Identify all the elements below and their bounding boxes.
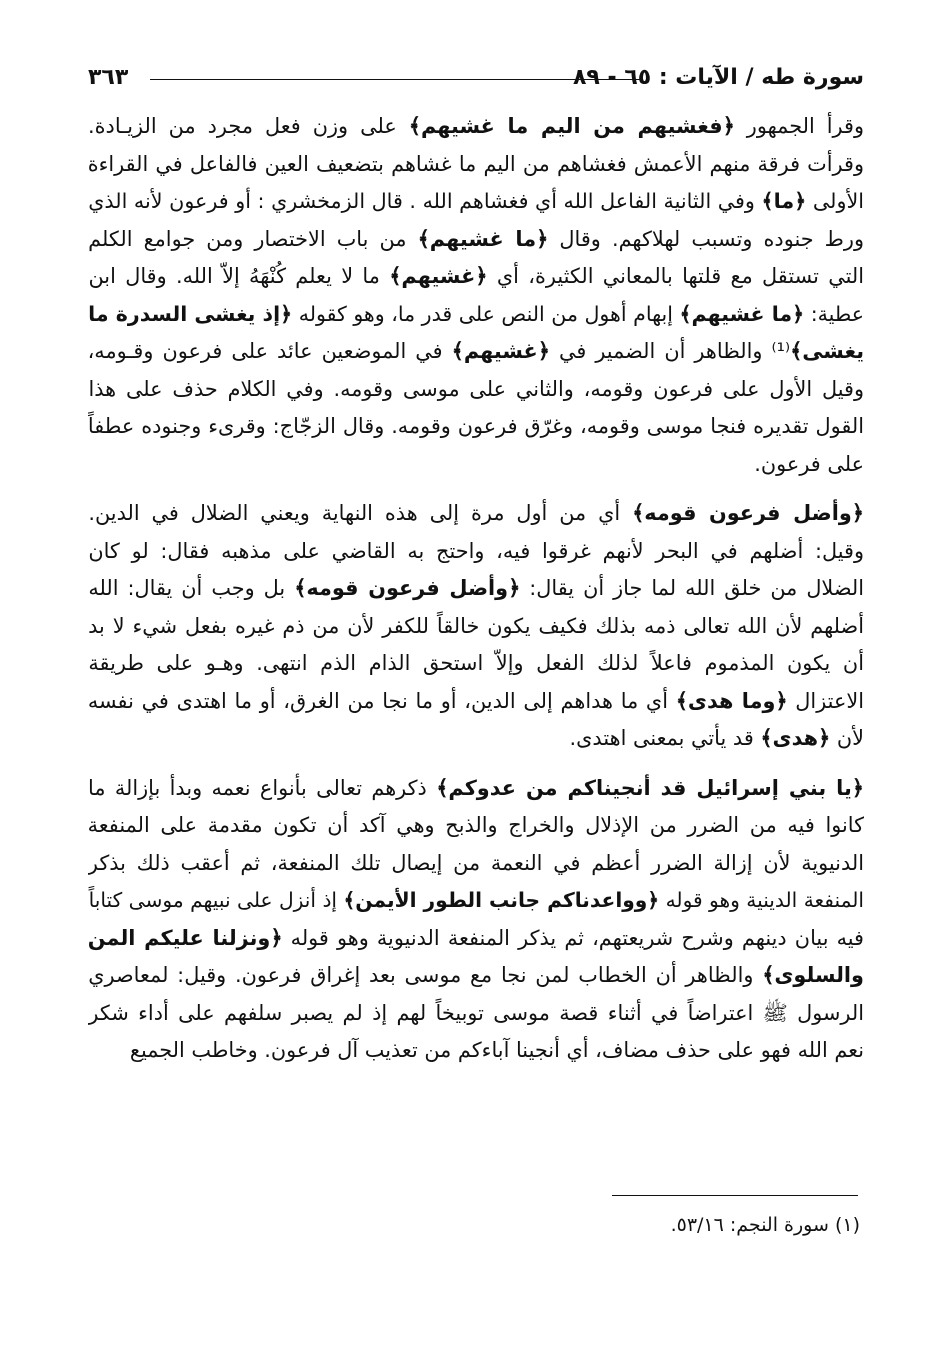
text-run: القول تقديره فنجا موسى وقومه، وغرّق فرعون وقومه. وقال الزجّاج: وقرىء وجنوده عطفاً	[88, 414, 864, 438]
text-run: ذكرهم تعالى بأنواع نعمه وبدأ بإزالة ما	[88, 775, 437, 800]
text-line	[88, 645, 864, 683]
text-line	[88, 608, 864, 646]
text-line	[88, 882, 864, 920]
page-number: ٣٦٣	[88, 65, 129, 90]
text-run: والظاهر أن الخطاب لمن نجا مع موسى بعد إغراق فرعون. وقيل: لمعاصري	[88, 963, 763, 987]
text-run: إبهام أهول من النص على قدر ما، وهو كقوله	[292, 301, 680, 326]
text-run: أي من أول مرة إلى هذه النهاية ويعني الضلال في الدين.	[88, 501, 633, 525]
text-line	[88, 371, 864, 409]
quran-quote: ﴿وواعدناكم جانب الطور الأيمن﴾	[343, 888, 660, 912]
paragraph	[88, 495, 864, 758]
text-run: على فرعون.	[754, 451, 864, 476]
text-line	[88, 845, 864, 883]
text-run: من باب الاختصار ومن جوامع الكلم	[88, 226, 418, 251]
text-line	[88, 408, 864, 446]
text-line	[88, 683, 864, 721]
text-line	[88, 770, 864, 808]
text-run: الضلال من خلق الله لما جاز أن يقال:	[520, 576, 864, 600]
text-line	[88, 108, 864, 146]
text-line	[88, 258, 864, 296]
text-run: المنفعة الدينية وهو قوله	[659, 888, 864, 912]
quran-quote: ﴿غشيهم﴾	[451, 339, 550, 363]
quran-quote: ﴿وأضل فرعون قومه﴾	[294, 576, 521, 600]
quran-quote: ﴿وأضل فرعون قومه﴾	[632, 501, 864, 525]
text-line	[88, 495, 864, 533]
text-line	[88, 296, 864, 334]
text-line	[88, 333, 864, 371]
text-run: الرسول ﷺ اعتراضاً في أثناء قصة موسى توبيخاً لهم إذ لم يصبر سلفهم على أداء شكر	[88, 1000, 864, 1025]
text-run: أن يكون المذموم فاعلاً لذلك الفعل وإلاّ استحق الذام الذم انتهى. وهـو على طريقة	[88, 651, 864, 675]
text-line	[88, 957, 864, 995]
text-run: التي تستقل مع قلتها بالمعاني الكثيرة، أي	[487, 264, 864, 288]
footnote: (١) سورة النجم: ٥٣/١٦.	[670, 1214, 860, 1236]
text-run: وفي الثانية الفاعل الله أي فغشاهم الله . قال الزمخشري : أو فرعون لأنه الذي	[88, 189, 762, 213]
text-run: في الموضعين عائد على فرعون وقـومه،	[88, 339, 452, 363]
running-title: سورة طه / الآيات : ٦٥ - ٨٩	[573, 65, 864, 90]
text-run: أي ما هداهم إلى الدين، أو ما نجا من الغرق، أو ما اهتدى في نفسه	[88, 688, 676, 713]
text-run: ما لا يعلم كُنْهَهُ إلاّ الله. وقال ابن	[88, 264, 390, 288]
text-run: الأولى	[806, 189, 864, 213]
quran-quote: ﴿غشيهم﴾	[389, 264, 488, 288]
text-run: إذ أنزل على نبيهم موسى كتاباً	[88, 888, 344, 912]
text-run: ورط جنوده وتسبب لهلاكهم. وقال	[548, 226, 864, 251]
paragraph	[88, 108, 864, 483]
text-run: على وزن فعل مجرد من الزيـادة.	[88, 114, 409, 138]
text-run: وقرأ الجمهور	[734, 114, 864, 138]
quran-quote: ﴿هدى﴾	[760, 726, 831, 750]
quran-quote: يغشى﴾	[790, 339, 864, 363]
text-run: وقيل: أضلهم في البحر لأنهم غرقوا فيه، واحتج به القاضي على مذهبه فقال: لو كان	[88, 538, 864, 563]
text-line	[88, 1032, 864, 1070]
quran-quote: ﴿ما غشيهم﴾	[679, 301, 805, 326]
quran-quote: ﴿يا بني إسرائيل قد أنجيناكم من عدوكم﴾	[436, 775, 864, 800]
text-line	[88, 720, 864, 758]
text-run: وقيل الأول على فرعون وقومه، والثاني على موسى وقومه. وفي الكلام حذف على هذا	[88, 376, 864, 401]
text-run: قد يأتي بمعنى اهتدى.	[569, 726, 761, 750]
text-line	[88, 570, 864, 608]
quran-quote: ﴿إذ يغشى السدرة ما	[88, 301, 293, 326]
text-run: ⁽¹⁾ والظاهر أن الضمير في	[549, 339, 791, 363]
text-run: الاعتزال	[787, 688, 864, 713]
paragraph	[88, 770, 864, 1070]
page-header	[88, 62, 864, 102]
text-run: نعم الله فهو على حذف مضاف، أي أنجينا آباءكم من تعذيب آل فرعون. وخاطب الجميع	[129, 1038, 864, 1062]
quran-quote: ﴿ونزلنا عليكم المن	[88, 925, 283, 950]
text-run: وقرأت فرقة منهم الأعمش فغشاهم من اليم ما غشاهم بتضعيف العين فالفاعل في القراءة	[88, 151, 864, 176]
quran-quote: والسلوى﴾	[762, 963, 864, 987]
text-run: فيه بيان دينهم وشرح شريعتهم، ثم يذكر المنفعة الدنيوية وهو قوله	[282, 925, 864, 950]
text-run: الدنيوية لأن إزالة الضرر أعظم في النعمة من إيصال تلك المنفعة، ثم أعقب ذلك بذكر	[88, 850, 864, 875]
text-line	[88, 183, 864, 221]
main-text	[88, 108, 864, 1070]
quran-quote: ﴿ما﴾	[761, 189, 807, 213]
text-line	[88, 533, 864, 571]
quran-quote: ﴿ما غشيهم﴾	[417, 226, 549, 251]
text-run: بل وجب أن يقال: الله	[88, 576, 295, 600]
text-run: عطية:	[804, 301, 864, 326]
text-line	[88, 446, 864, 484]
header-rule	[150, 79, 642, 80]
text-line	[88, 146, 864, 184]
text-line	[88, 995, 864, 1033]
text-run: كانوا فيه من الضرر من الإذلال والخراج والذبح وهي آكد أن تكون مقدمة على المنفعة	[88, 813, 864, 837]
text-run: لأن	[830, 726, 864, 750]
quran-quote: ﴿فغشيهم من اليم ما غشيهم﴾	[408, 114, 735, 138]
text-run: أضلهم لأن الله تعالى ذمه بذلك فكيف يكون خالقاً للكفر لأن من ذم غيره بفعل شيء لا بد	[88, 613, 864, 638]
text-line	[88, 221, 864, 259]
text-line	[88, 807, 864, 845]
quran-quote: ﴿وما هدى﴾	[675, 688, 788, 713]
text-line	[88, 920, 864, 958]
footnote-rule	[612, 1195, 858, 1196]
